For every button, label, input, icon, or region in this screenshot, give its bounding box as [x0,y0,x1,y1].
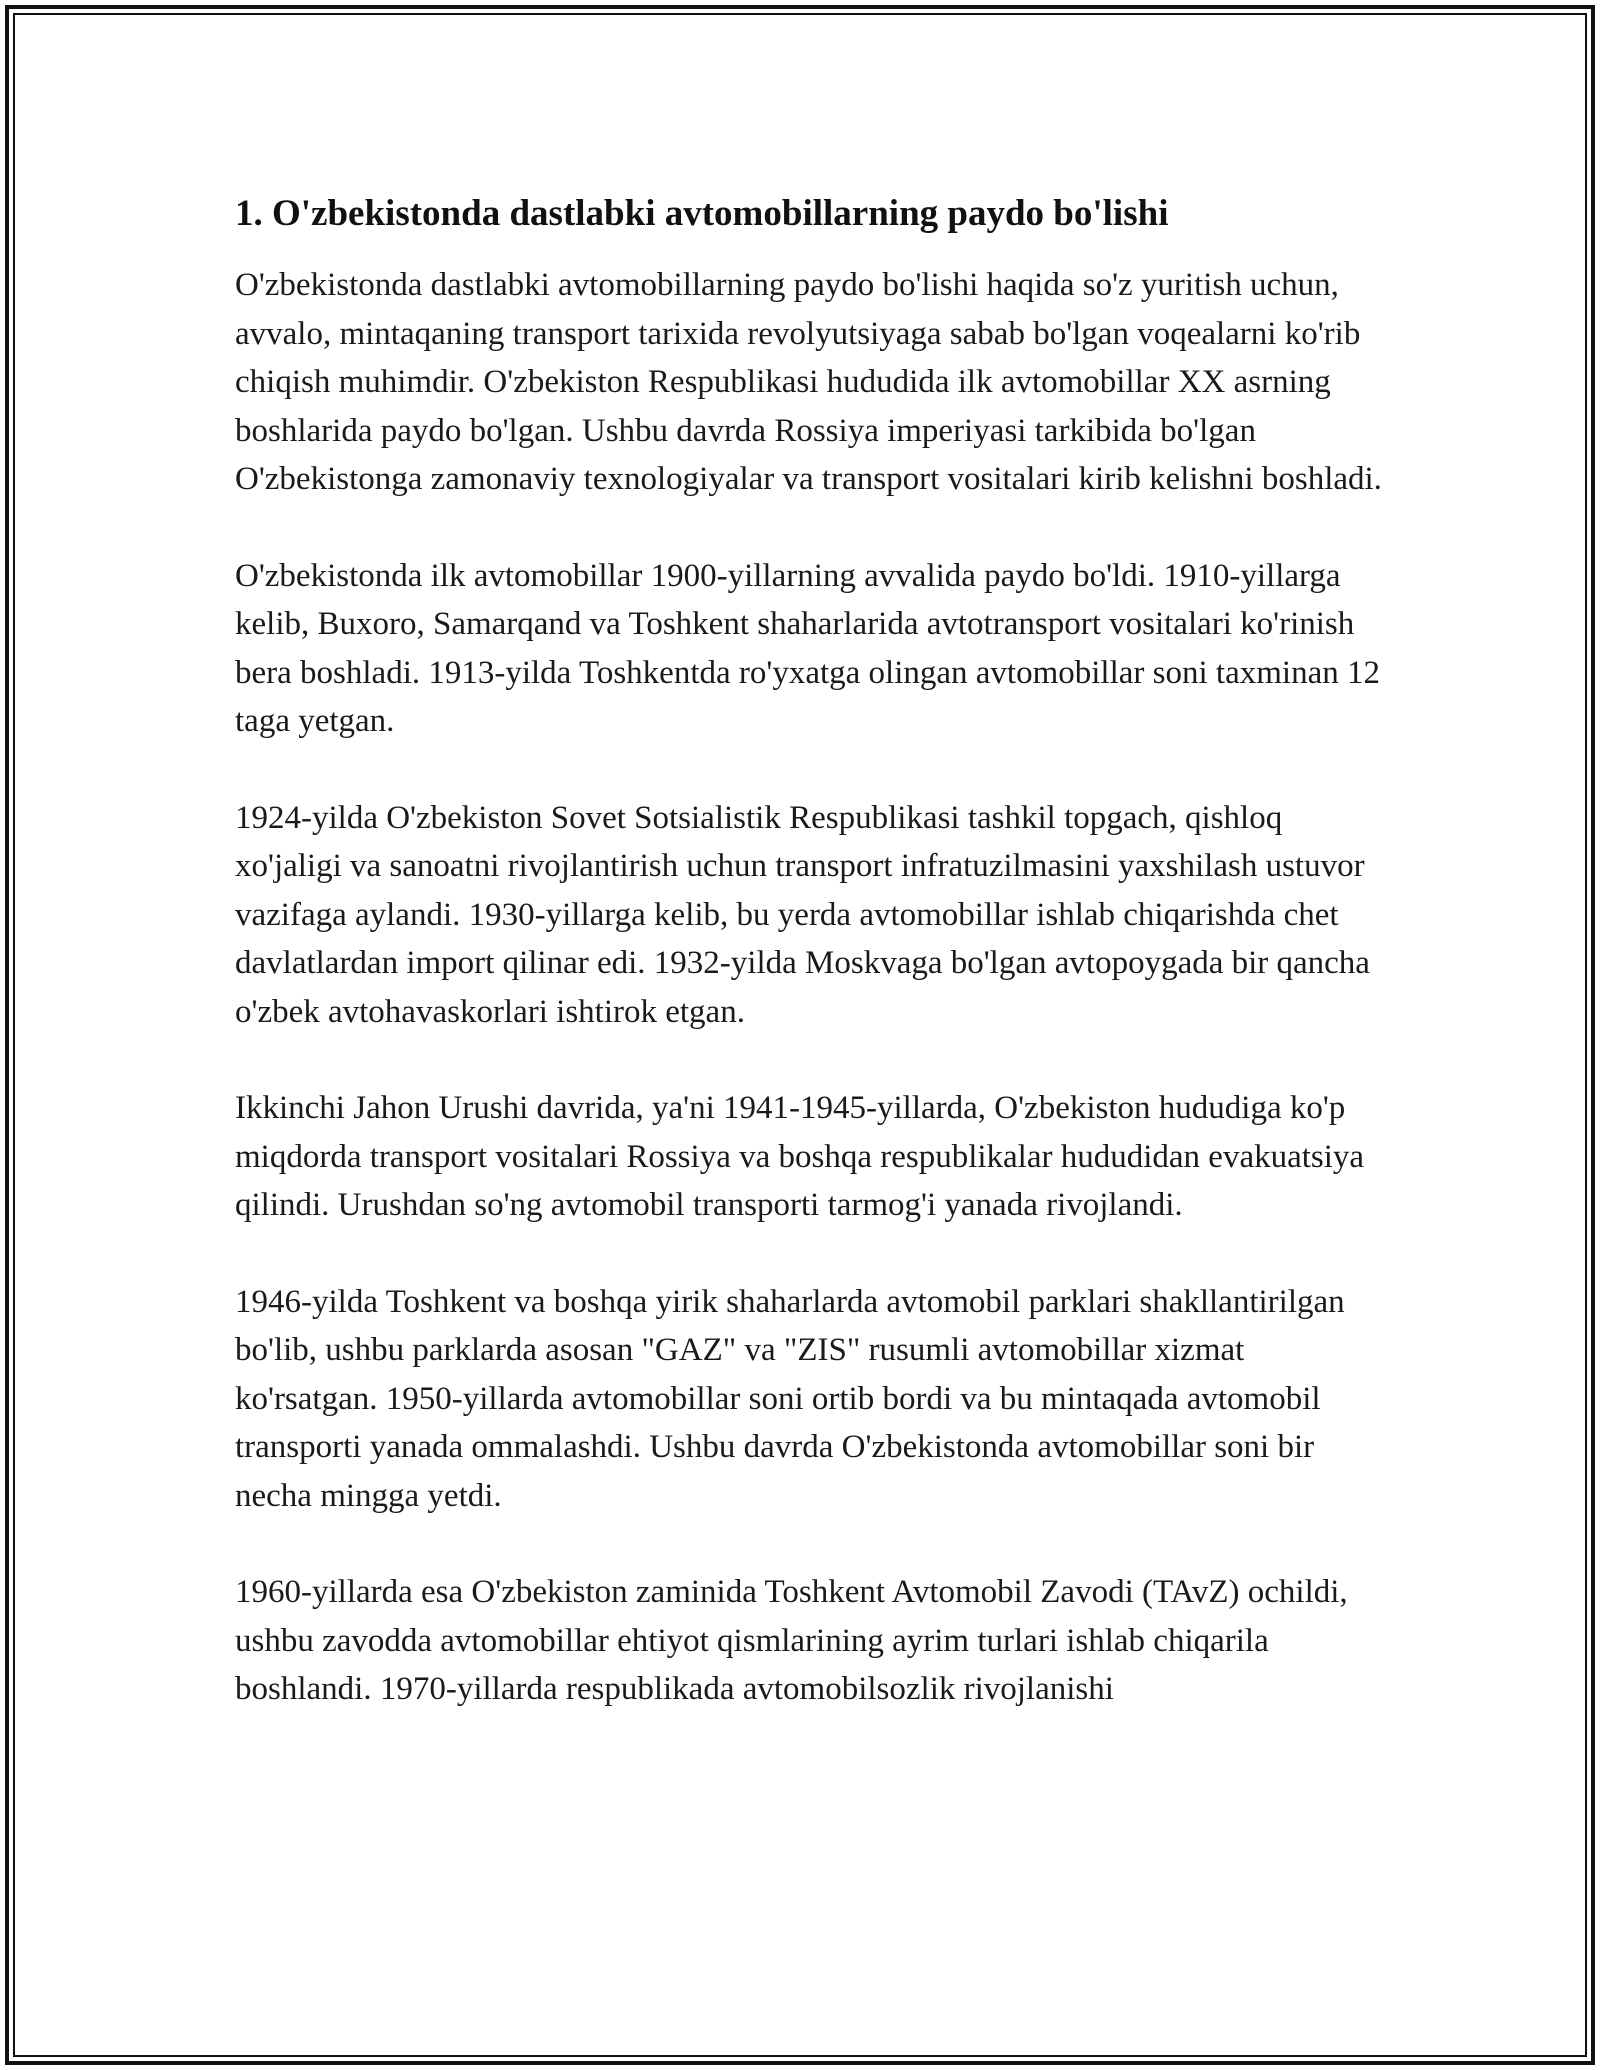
paragraph-6: 1960-yillarda esa O'zbekiston zaminida Toshkent Avtomobil Zavodi (TAvZ) ochildi, ushbu zavodda avtomobillar ehtiyot qismlarining ayrim turlari ishlab chiqarila boshlandi. 1970-yillarda respublikada avtomobilsozlik rivojlanishi [235,1574,1348,1707]
section-heading: 1. O'zbekistonda dastlabki avtomobillarning paydo bo'lishi [235,193,1169,234]
document-body [235,185,1385,1762]
paragraph-4: Ikkinchi Jahon Urushi davrida, ya'ni 1941-1945-yillarda, O'zbekiston hududiga ko'p miqdorda transport vositalari Rossiya va boshqa respublikalar hududidan evakuatsiya qilindi. Urushdan so'ng avtomobil transporti tarmog'i yanada rivojlandi. [235,1090,1365,1223]
paragraph-1: O'zbekistonda dastlabki avtomobillarning paydo bo'lishi haqida so'z yuritish uchun, avvalo, mintaqaning transport tarixida revolyutsiyaga sabab bo'lgan voqealarni ko'rib chiqish muhimdir. O'zbekiston Respublikasi hududida ilk avtomobillar XX asrning boshlarida paydo bo'lgan. Ushbu davrda Rossiya imperiyasi tarkibida bo'lgan O'zbekistonga zamonaviy texnologiyalar va transport vositalari kirib kelishni boshladi. [235,267,1382,497]
paragraph-2: O'zbekistonda ilk avtomobillar 1900-yillarning avvalida paydo bo'ldi. 1910-yillarga kelib, Buxoro, Samarqand va Toshkent shaharlarida avtotransport vositalari ko'rinish bera boshladi. 1913-yilda Toshkentda ro'yxatga olingan avtomobillar soni taxminan 12 taga yetgan. [235,557,1380,739]
paragraph-5: 1946-yilda Toshkent va boshqa yirik shaharlarda avtomobil parklari shakllantirilgan bo'lib, ushbu parklarda asosan "GAZ" va "ZIS" rusumli avtomobillar xizmat ko'rsatgan. 1950-yillarda avtomobillar soni ortib bordi va bu mintaqada avtomobil transporti yanada ommalashdi. Ushbu davrda O'zbekistonda avtomobillar soni bir necha mingga yetdi. [235,1283,1345,1514]
paragraph-3: 1924-yilda O'zbekiston Sovet Sotsialistik Respublikasi tashkil topgach, qishloq xo'jaligi va sanoatni rivojlantirish uchun transport infratuzilmasini yaxshilash ustuvor vazifaga aylandi. 1930-yillarga kelib, bu yerda avtomobillar ishlab chiqarishda chet davlatlardan import qilinar edi. 1932-yilda Moskvaga bo'lgan avtopoygada bir qancha o'zbek avtohavaskorlari ishtirok etgan. [235,799,1370,1030]
